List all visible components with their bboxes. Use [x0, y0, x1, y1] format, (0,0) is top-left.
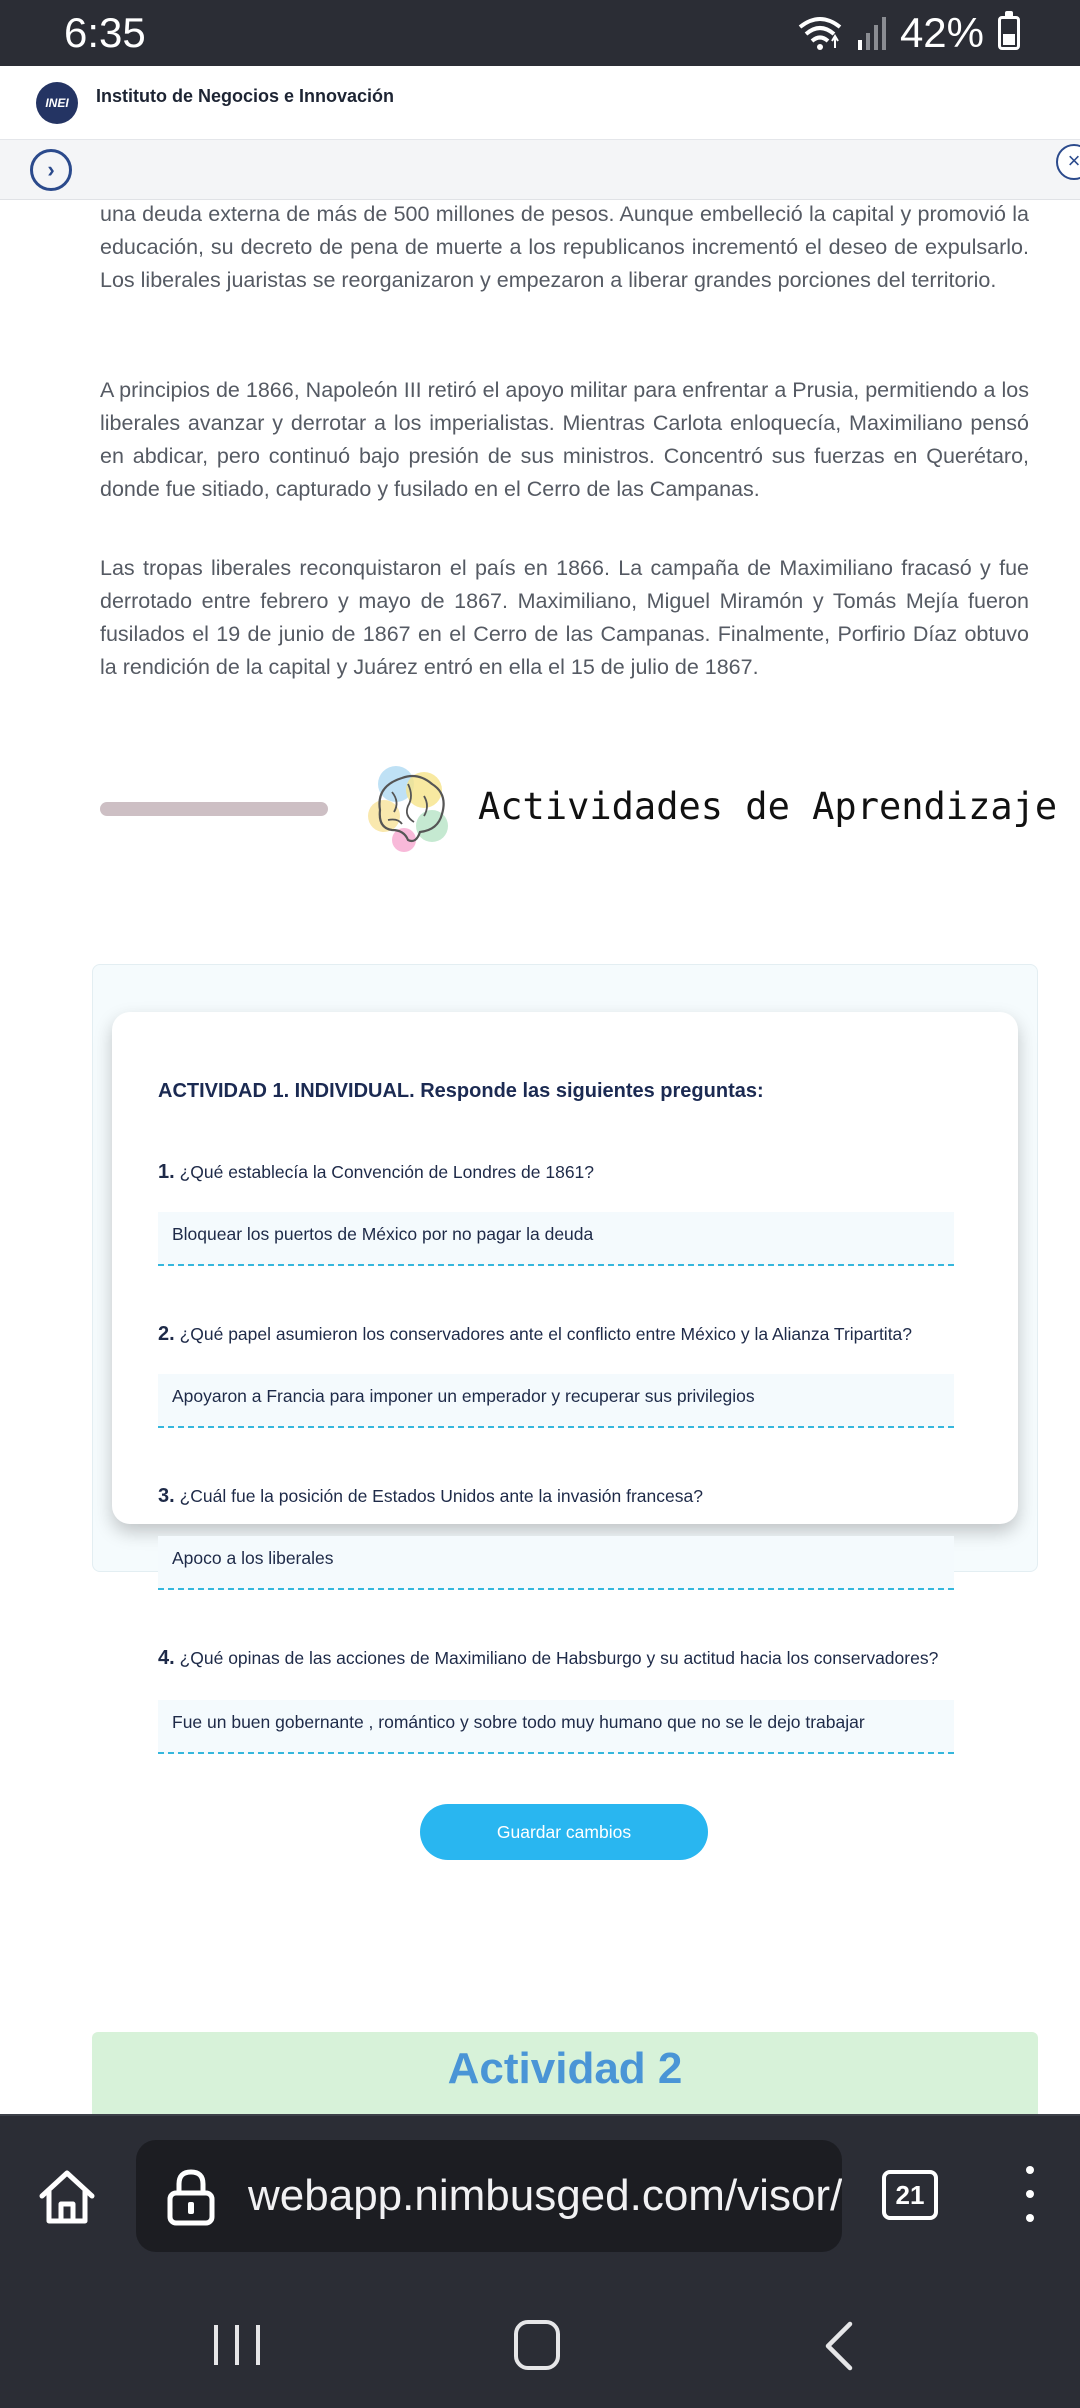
answer-field-3[interactable]: Apoco a los liberales	[158, 1536, 954, 1590]
lesson-paragraph: A principios de 1866, Napoleón III retiró el apoyo militar para enfrentar a Prusia, permitiendo a los liberales avanzar y derrotar a los imperialistas. Mientras Carlota enloquecía, Maximiliano pensó en abdicar, pero continuó bajo presión de sus ministros. Concentró sus fuerzas en Querétaro, donde fue sitiado, capturado y fusilado en el Cerro de las Campanas.	[100, 378, 1029, 501]
question-text: ¿Qué opinas de las acciones de Maximiliano de Habsburgo y su actitud hacia los conservadores?	[179, 1648, 939, 1668]
question-text: ¿Cuál fue la posición de Estados Unidos ante la invasión francesa?	[179, 1486, 703, 1506]
system-nav-bar	[0, 2292, 1080, 2408]
answer-field-4[interactable]: Fue un buen gobernante , romántico y sobre todo muy humano que no se le dejo trabajar	[158, 1700, 954, 1754]
home-icon[interactable]	[36, 2166, 98, 2228]
more-vert-icon[interactable]	[1020, 2166, 1040, 2230]
tabs-icon[interactable]: 21	[882, 2170, 938, 2220]
question-2	[158, 1320, 978, 1348]
activity-1-card	[112, 1012, 1018, 1732]
address-bar[interactable]	[136, 2140, 842, 2252]
status-bar	[0, 0, 1080, 66]
question-text: ¿Qué papel asumieron los conservadores ante el conflicto entre México y la Alianza Tripartita?	[179, 1324, 913, 1344]
header-title: Instituto de Negocios e Innovación	[96, 86, 395, 106]
wifi-icon	[798, 15, 842, 51]
browser-toolbar	[0, 2114, 1080, 2292]
question-number: 4.	[158, 1647, 175, 1669]
question-number: 1.	[158, 1161, 175, 1183]
chevron-right-circle-icon[interactable]: ›	[30, 149, 72, 191]
lesson-content	[0, 200, 1080, 2114]
home-circle-icon[interactable]	[514, 2320, 560, 2370]
brain-icon	[358, 762, 458, 862]
battery-icon	[998, 16, 1020, 50]
question-number: 2.	[158, 1323, 175, 1345]
app-header	[0, 66, 1080, 140]
lesson-paragraph: una deuda externa de más de 500 millones de pesos. Aunque embelleció la capital y promovió la educación, su decreto de pena de muerte a los republicanos incrementó el deseo de expulsarlo. Los liberales juaristas se reorganizaron y empezaron a liberar grandes porciones del territorio.	[100, 202, 1029, 292]
recents-icon[interactable]	[210, 2322, 264, 2368]
viewer-toolbar	[0, 140, 1080, 200]
question-text: ¿Qué establecía la Convención de Londres de 1861?	[179, 1162, 595, 1182]
activity-2-title: Actividad 2	[447, 2044, 683, 2093]
question-3	[158, 1482, 978, 1510]
section-title: Actividades de Aprendizaje	[478, 785, 1058, 828]
answer-field-2[interactable]: Apoyaron a Francia para imponer un emperador y recuperar sus privilegios	[158, 1374, 954, 1428]
status-icons	[798, 10, 1020, 56]
signal-icon	[856, 16, 886, 50]
section-divider	[100, 802, 328, 816]
url-text: webapp.nimbusged.com/visor/	[248, 2171, 842, 2220]
lesson-paragraph: Las tropas liberales reconquistaron el país en 1866. La campaña de Maximiliano fracasó y fue derrotado entre febrero y mayo de 1867. Maximiliano, Miguel Miramón y Tomás Mejía fueron fusilados el 19 de junio de 1867 en el Cerro de las Campanas. Finalmente, Porfirio Díaz obtuvo la rendición de la capital y Juárez entró en ella el 15 de julio de 1867.	[100, 556, 1029, 679]
activity-heading: ACTIVIDAD 1. INDIVIDUAL. Responde las siguientes preguntas:	[158, 1080, 764, 1102]
question-1	[158, 1158, 978, 1186]
save-changes-button[interactable]: Guardar cambios	[420, 1804, 708, 1860]
close-icon[interactable]: ×	[1056, 144, 1080, 180]
status-time: 6:35	[64, 9, 146, 56]
lock-icon	[166, 2168, 216, 2226]
institute-logo: INEI	[36, 82, 78, 124]
back-icon[interactable]	[820, 2320, 860, 2372]
answer-field-1[interactable]: Bloquear los puertos de México por no pagar la deuda	[158, 1212, 954, 1266]
question-number: 3.	[158, 1485, 175, 1507]
activity-2-section	[92, 2032, 1038, 2114]
question-4	[158, 1644, 978, 1672]
battery-percent: 42%	[899, 9, 984, 56]
